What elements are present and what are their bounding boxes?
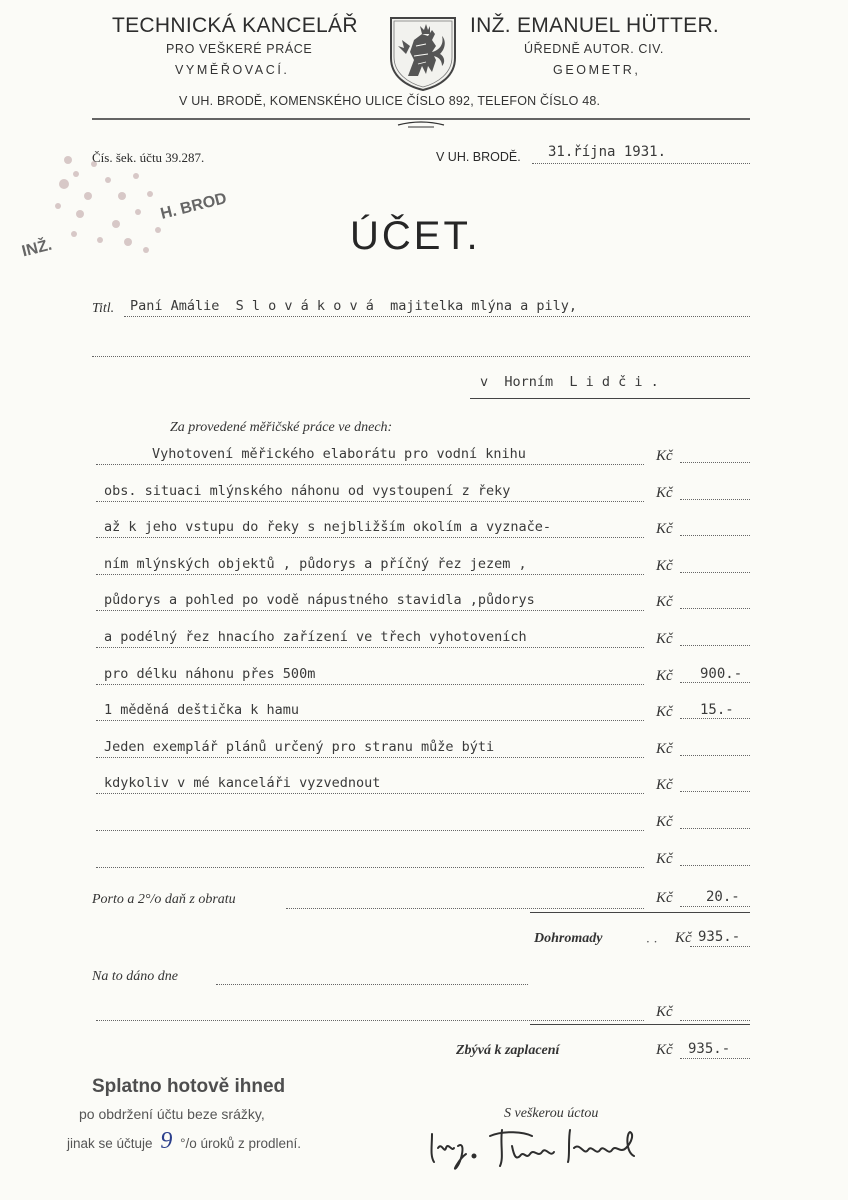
line-item-text: kdykoliv v mé kanceláři vyzvednout: [104, 775, 381, 791]
line-item-currency: Kč: [656, 485, 673, 501]
office-subtitle: PRO VEŠKERÉ PRÁCE: [166, 42, 313, 56]
line-item-currency: Kč: [656, 631, 673, 647]
line-item-currency: Kč: [656, 704, 673, 720]
line-item-currency: Kč: [656, 851, 673, 867]
addressee-line-1: Paní Amálie S l o v á k o v á majitelka mlýna a pily,: [130, 298, 578, 314]
subtotal-rule: [530, 912, 750, 913]
line-item-amount: 900.-: [700, 666, 743, 682]
place-label: V UH. BRODĚ.: [436, 150, 521, 164]
postage-label: Porto a 2°/o daň z obratu: [92, 892, 236, 907]
line-item-leader: [96, 647, 644, 648]
addressee-line-3: v Horním L i d č i .: [480, 374, 659, 390]
line-item-currency: Kč: [656, 521, 673, 537]
closing-text: S veškerou úctou: [504, 1106, 599, 1121]
services-intro: Za provedené měřičské práce ve dnech:: [170, 420, 393, 435]
line-item-amount-rule: [680, 865, 750, 866]
owner-subtitle-2: GEOMETR,: [553, 63, 641, 77]
paid-date-line: [216, 984, 528, 985]
line-item-leader: [96, 830, 644, 831]
remaining-rule: [530, 1024, 750, 1025]
paid-label: Na to dáno dne: [92, 969, 178, 984]
line-item-leader: [96, 464, 644, 465]
line-item-leader: [96, 757, 644, 758]
line-item-amount-rule: [680, 608, 750, 609]
line-item-amount-rule: [680, 828, 750, 829]
line-item-text: obs. situaci mlýnského náhonu od vystoupení z řeky: [104, 483, 511, 499]
line-item-currency: Kč: [656, 814, 673, 830]
line-item-amount-rule: [680, 791, 750, 792]
handwritten-signature: [420, 1122, 670, 1178]
line-item-amount-rule: [680, 535, 750, 536]
paid-currency: Kč: [656, 1004, 673, 1020]
line-item-leader: [96, 574, 644, 575]
addressee-line-2-rule: [92, 356, 750, 357]
line-item-currency: Kč: [656, 668, 673, 684]
header-divider: [92, 116, 750, 130]
line-item-text: půdorys a pohled po vodě nápustného stavidla ,půdorys: [104, 592, 535, 608]
line-item-currency: Kč: [656, 741, 673, 757]
line-item-leader: [96, 501, 644, 502]
line-item-amount-rule: [680, 499, 750, 500]
addressee-label: Titl.: [92, 301, 115, 316]
line-item-text: a podélný řez hnacího zařízení ve třech vyhotoveních: [104, 629, 527, 645]
faded-stamp-right: H. BROD: [158, 190, 229, 223]
line-item-text: až k jeho vstupu do řeky s nejbližším okolím a vyznače-: [104, 519, 552, 535]
lion-emblem-icon: [388, 16, 458, 92]
line-item-currency: Kč: [656, 558, 673, 574]
postage-currency: Kč: [656, 890, 673, 906]
line-item-leader: [96, 537, 644, 538]
line-item-text: Vyhotovení měřického elaborátu pro vodní knihu: [152, 446, 526, 462]
payment-terms-heading: Splatno hotově ihned: [92, 1076, 286, 1097]
line-item-currency: Kč: [656, 594, 673, 610]
line-item-text: 1 měděná deštička k hamu: [104, 702, 300, 718]
line-item-text: ním mlýnských objektů , půdorys a příčný řez jezem ,: [104, 556, 527, 572]
line-item-amount-rule: [680, 718, 750, 719]
line-item-text: pro délku náhonu přes 500m: [104, 666, 316, 682]
date-line: [532, 163, 750, 164]
total-amount-rule: [690, 946, 750, 947]
payment-terms-line-3: [67, 1128, 301, 1155]
remaining-amount: 935.-: [688, 1041, 731, 1057]
invoice-date: 31.října 1931.: [548, 144, 667, 160]
owner-title: INŽ. EMANUEL HÜTTER.: [470, 14, 720, 37]
office-title: TECHNICKÁ KANCELÁŘ: [112, 14, 358, 37]
account-number: Čís. šek. účtu 39.287.: [92, 150, 205, 165]
total-currency: Kč: [675, 930, 692, 946]
total-amount: 935.-: [698, 929, 741, 945]
addressee-line-1-rule: [124, 316, 750, 317]
postage-amount: 20.-: [706, 889, 740, 905]
line-item-amount-rule: [680, 572, 750, 573]
line-item-leader: [96, 793, 644, 794]
paid-leader: [96, 1020, 644, 1021]
line-item-text: Jeden exemplář plánů určený pro stranu může býti: [104, 739, 495, 755]
line-item-amount-rule: [680, 462, 750, 463]
line-item-amount-rule: [680, 682, 750, 683]
interest-rate: 9: [160, 1128, 173, 1154]
line-item-currency: Kč: [656, 448, 673, 464]
line-item-leader: [96, 610, 644, 611]
line-item-amount: 15.-: [700, 702, 734, 718]
line-item-leader: [96, 684, 644, 685]
payment-terms-text: po obdržení účtu beze srážky,: [79, 1106, 265, 1122]
remaining-amount-rule: [680, 1058, 750, 1059]
office-subtitle-2: VYMĚŘOVACÍ.: [175, 63, 290, 77]
remaining-currency: Kč: [656, 1042, 673, 1058]
owner-subtitle: ÚŘEDNĚ AUTOR. CIV.: [524, 42, 664, 56]
total-dots: · ·: [646, 935, 658, 949]
office-address: V UH. BRODĚ, KOMENSKÉHO ULICE ČÍSLO 892, TELEFON ČÍSLO 48.: [179, 94, 601, 108]
payment-terms-text-a: jinak se účtuje: [67, 1136, 153, 1151]
line-item-leader: [96, 867, 644, 868]
paid-amount-rule: [680, 1020, 750, 1021]
faded-stamp-left: INŽ.: [20, 236, 54, 261]
postage-amount-rule: [680, 906, 750, 907]
addressee-underline: [470, 398, 750, 399]
line-item-amount-rule: [680, 645, 750, 646]
total-label: Dohromady: [534, 931, 603, 946]
document-title: ÚČET.: [350, 214, 481, 258]
line-item-currency: Kč: [656, 777, 673, 793]
line-item-amount-rule: [680, 755, 750, 756]
line-item-leader: [96, 720, 644, 721]
remaining-label: Zbývá k zaplacení: [456, 1043, 560, 1058]
payment-terms-line-2: [79, 1106, 265, 1122]
payment-terms-text-b: °/o úroků z prodlení.: [180, 1136, 302, 1151]
postage-leader: [286, 908, 644, 909]
